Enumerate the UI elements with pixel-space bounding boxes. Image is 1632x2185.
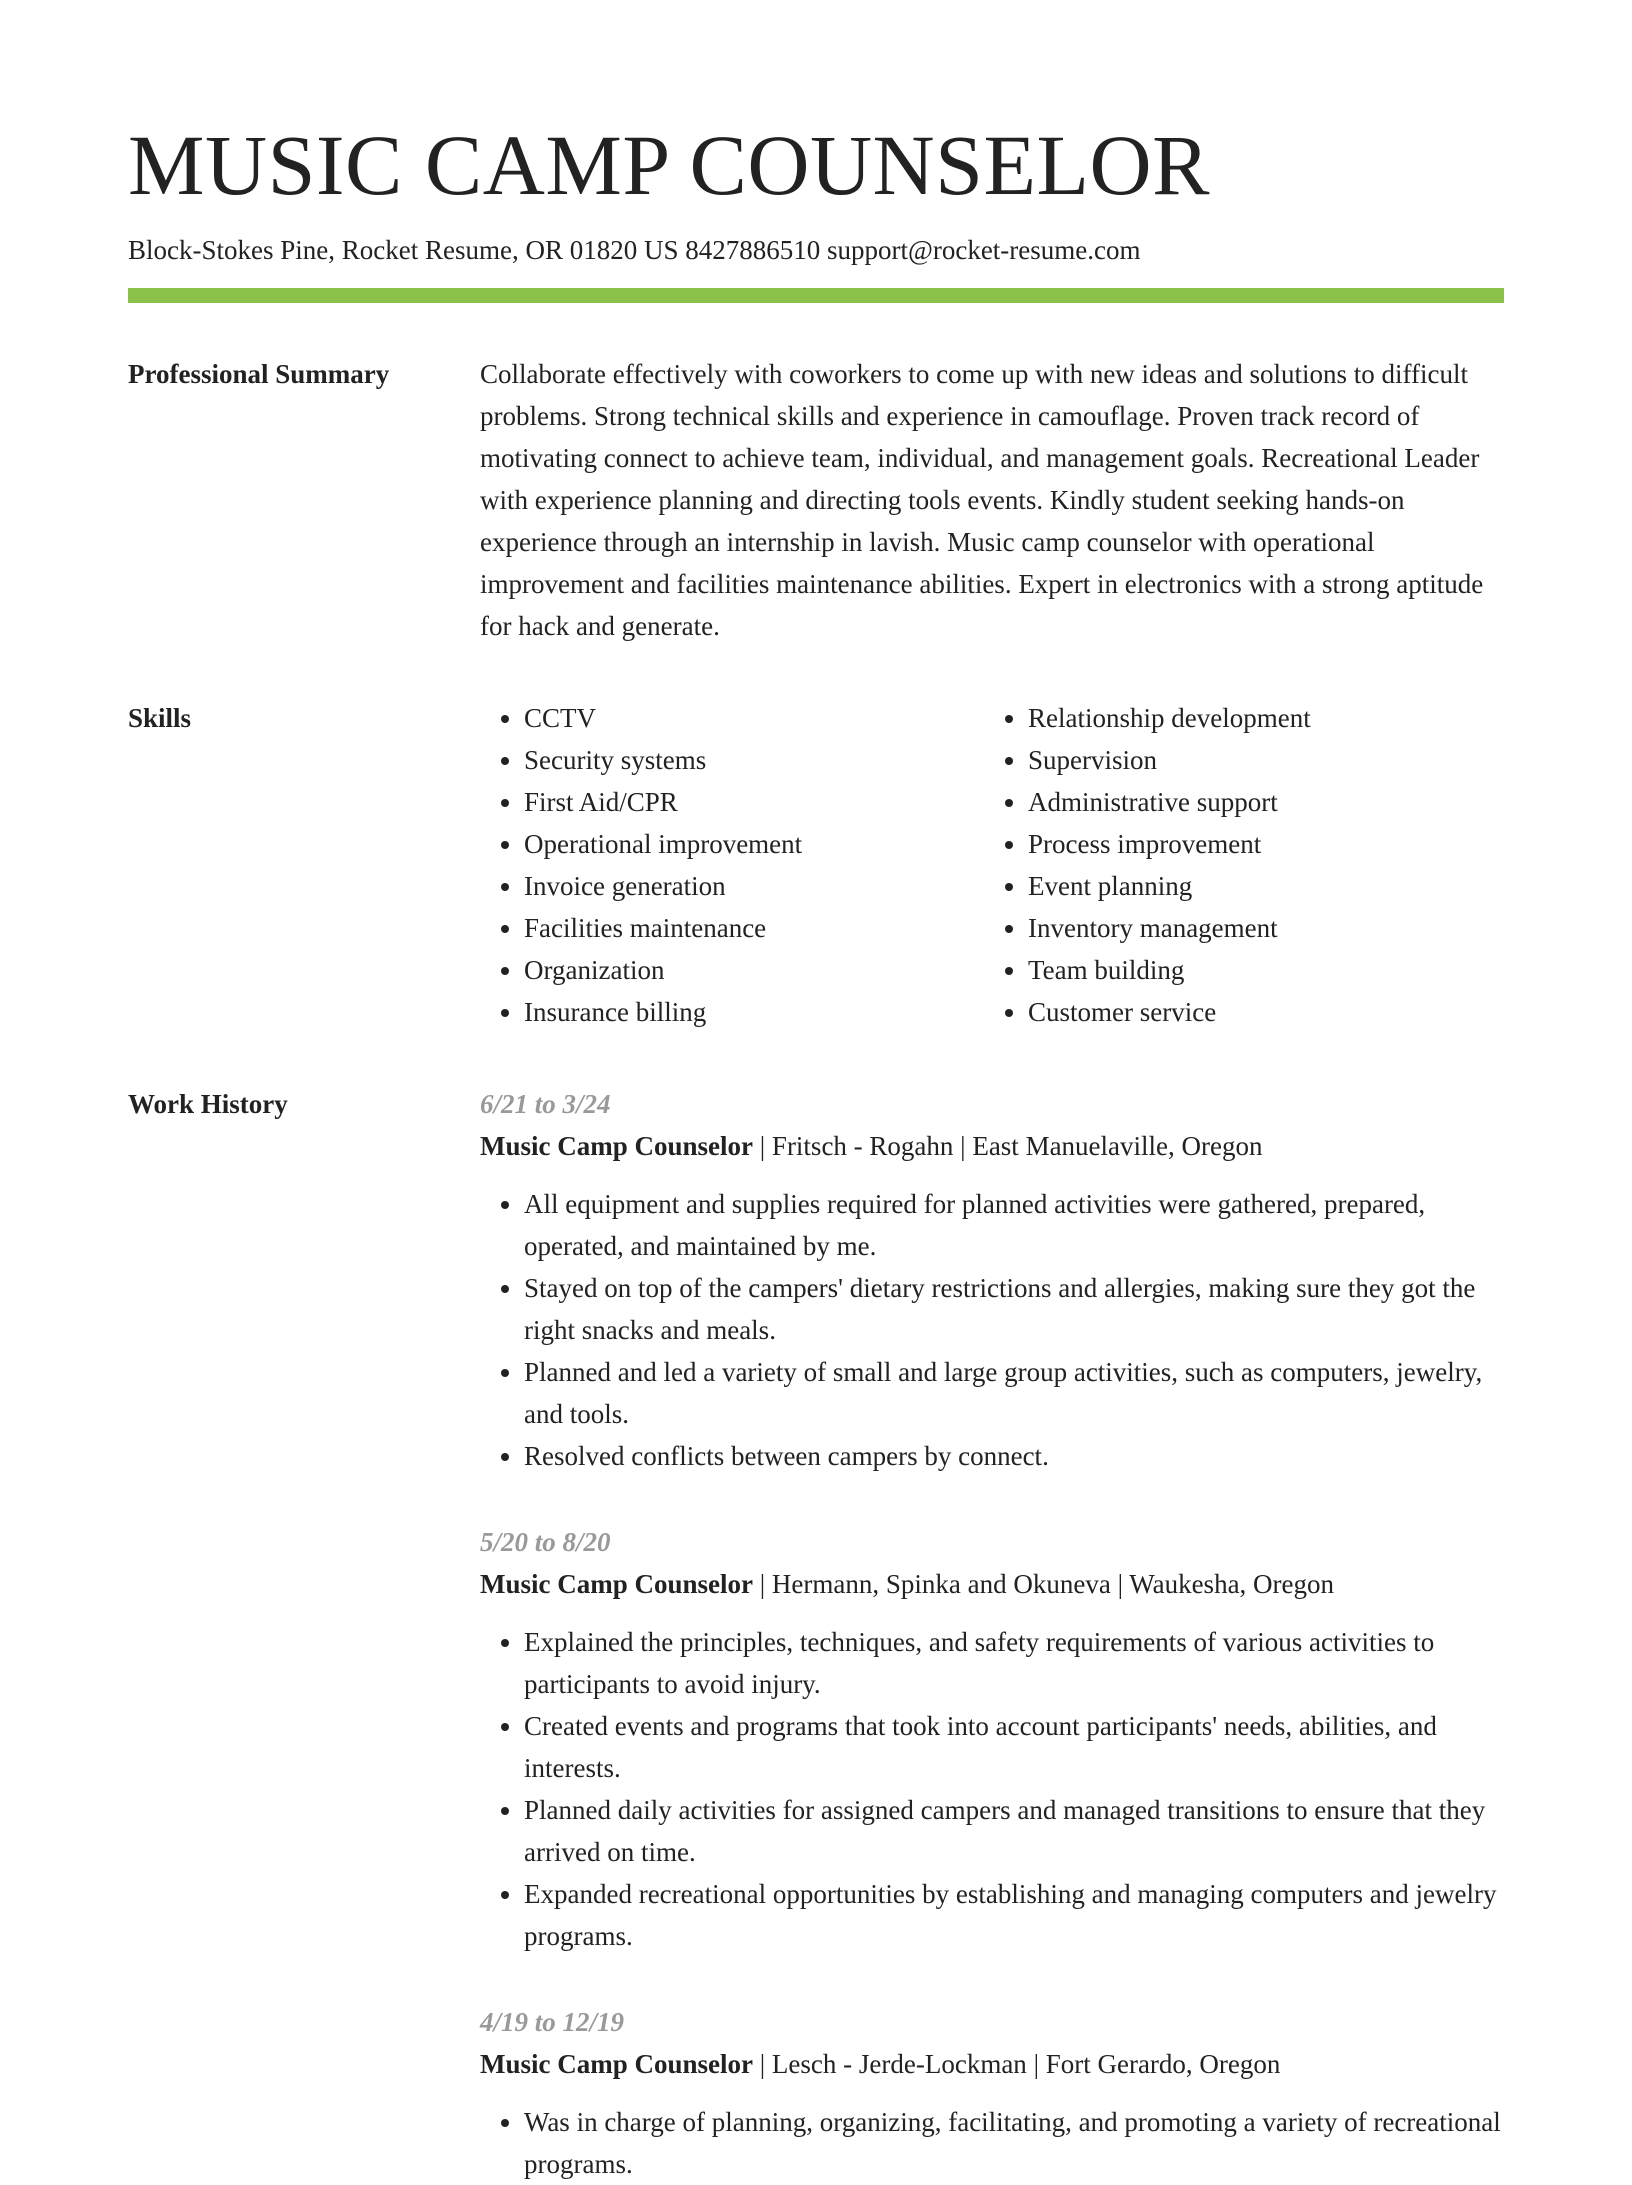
- job-dates: 5/20 to 8/20: [480, 1526, 611, 1557]
- job-company: Lesch - Jerde-Lockman: [771, 2048, 1027, 2079]
- skill-item: • Event planning: [1028, 865, 1504, 907]
- job-entry: [480, 1083, 1504, 1477]
- work-history-body: [480, 1083, 1504, 2185]
- job-separator: |: [759, 2048, 772, 2079]
- job-company: Hermann, Spinka and Okuneva: [771, 1568, 1111, 1599]
- contact-line: [128, 233, 1504, 268]
- job-bullet: • All equipment and supplies required for planned activities were gathered, prepared, operated, and maintained by me.: [524, 1183, 1504, 1267]
- skill-item: • Organization: [524, 949, 984, 991]
- job-location: Waukesha, Oregon: [1129, 1568, 1335, 1599]
- job-title: Music Camp Counselor: [480, 1568, 754, 1599]
- contact-address: Block-Stokes Pine, Rocket Resume, OR 01820 US: [128, 234, 679, 265]
- job-bullet: • Expanded recreational opportunities by establishing and managing computers and jewelry programs.: [524, 1873, 1504, 1957]
- job-bullet: • Stayed on top of the campers' dietary restrictions and allergies, making sure they got the right snacks and meals.: [524, 1267, 1504, 1351]
- skill-item: • Relationship development: [1028, 697, 1504, 739]
- summary-text: Collaborate effectively with coworkers to come up with new ideas and solutions to difficult problems. Strong technical skills and experience in camouflage. Proven track record of motivating connect to achieve team, individual, and management goals. Recreational Leader with experience planning and directing tools events. Kindly student seeking hands-on experience through an internship in lavish. Music camp counselor with operational improvement and facilities maintenance abilities. Expert in electronics with a strong aptitude for hack and generate.: [480, 358, 1484, 641]
- skill-item: • Administrative support: [1028, 781, 1504, 823]
- job-title: Music Camp Counselor: [480, 2048, 754, 2079]
- skill-item: • Process improvement: [1028, 823, 1504, 865]
- job-bullet: • Resolved conflicts between campers by connect.: [524, 1435, 1504, 1477]
- resume-page: [128, 118, 1504, 2185]
- job-dates: 6/21 to 3/24: [480, 1088, 611, 1119]
- skills-body: [480, 697, 1504, 1033]
- skill-item: • First Aid/CPR: [524, 781, 984, 823]
- job-bullets: [480, 2101, 1504, 2185]
- skills-label: Skills: [128, 702, 192, 733]
- job-heading: [480, 2043, 1504, 2085]
- skill-item: • Inventory management: [1028, 907, 1504, 949]
- job-bullet: • Planned and led a variety of small and large group activities, such as computers, jewelry, and tools.: [524, 1351, 1504, 1435]
- skill-item: • Supervision: [1028, 739, 1504, 781]
- job-bullet: • Was in charge of planning, organizing, facilitating, and promoting a variety of recreational programs.: [524, 2101, 1504, 2185]
- job-separator: |: [759, 1568, 772, 1599]
- job-separator: |: [960, 1130, 973, 1161]
- skill-item: • Insurance billing: [524, 991, 984, 1033]
- skills-column-1: [480, 697, 984, 1033]
- contact-phone: 8427886510: [685, 234, 821, 265]
- job-entry: [480, 1521, 1504, 1957]
- job-entry: [480, 2001, 1504, 2185]
- job-location: Fort Gerardo, Oregon: [1045, 2048, 1281, 2079]
- summary-label: Professional Summary: [128, 358, 390, 389]
- job-bullet: • Explained the principles, techniques, and safety requirements of various activities to participants to avoid injury.: [524, 1621, 1504, 1705]
- skill-item: • Facilities maintenance: [524, 907, 984, 949]
- job-separator: |: [1033, 2048, 1046, 2079]
- skill-item: • Customer service: [1028, 991, 1504, 1033]
- job-dates: 4/19 to 12/19: [480, 2006, 625, 2037]
- summary-body: [480, 353, 1504, 647]
- skill-item: • Security systems: [524, 739, 984, 781]
- summary-section: [128, 353, 1504, 647]
- skill-item: • Invoice generation: [524, 865, 984, 907]
- job-bullet: • Planned daily activities for assigned campers and managed transitions to ensure that they arrived on time.: [524, 1789, 1504, 1873]
- skills-column-2: [984, 697, 1504, 1033]
- skill-item: • CCTV: [524, 697, 984, 739]
- job-bullet: • Created events and programs that took into account participants' needs, abilities, and interests.: [524, 1705, 1504, 1789]
- work-history-label: Work History: [128, 1088, 288, 1119]
- skill-item: • Team building: [1028, 949, 1504, 991]
- contact-email: support@rocket-resume.com: [826, 234, 1141, 265]
- skill-item: • Operational improvement: [524, 823, 984, 865]
- job-bullets: [480, 1621, 1504, 1957]
- job-separator: |: [759, 1130, 772, 1161]
- job-title: Music Camp Counselor: [480, 1130, 754, 1161]
- header-divider: [128, 288, 1504, 303]
- job-heading: [480, 1125, 1504, 1167]
- work-history-section: [128, 1083, 1504, 2185]
- job-company: Fritsch - Rogahn: [771, 1130, 954, 1161]
- job-bullets: [480, 1183, 1504, 1477]
- resume-name: MUSIC CAMP COUNSELOR: [128, 117, 1211, 213]
- skills-section: [128, 697, 1504, 1033]
- job-location: East Manuelaville, Oregon: [972, 1130, 1263, 1161]
- job-separator: |: [1117, 1568, 1130, 1599]
- job-heading: [480, 1563, 1504, 1605]
